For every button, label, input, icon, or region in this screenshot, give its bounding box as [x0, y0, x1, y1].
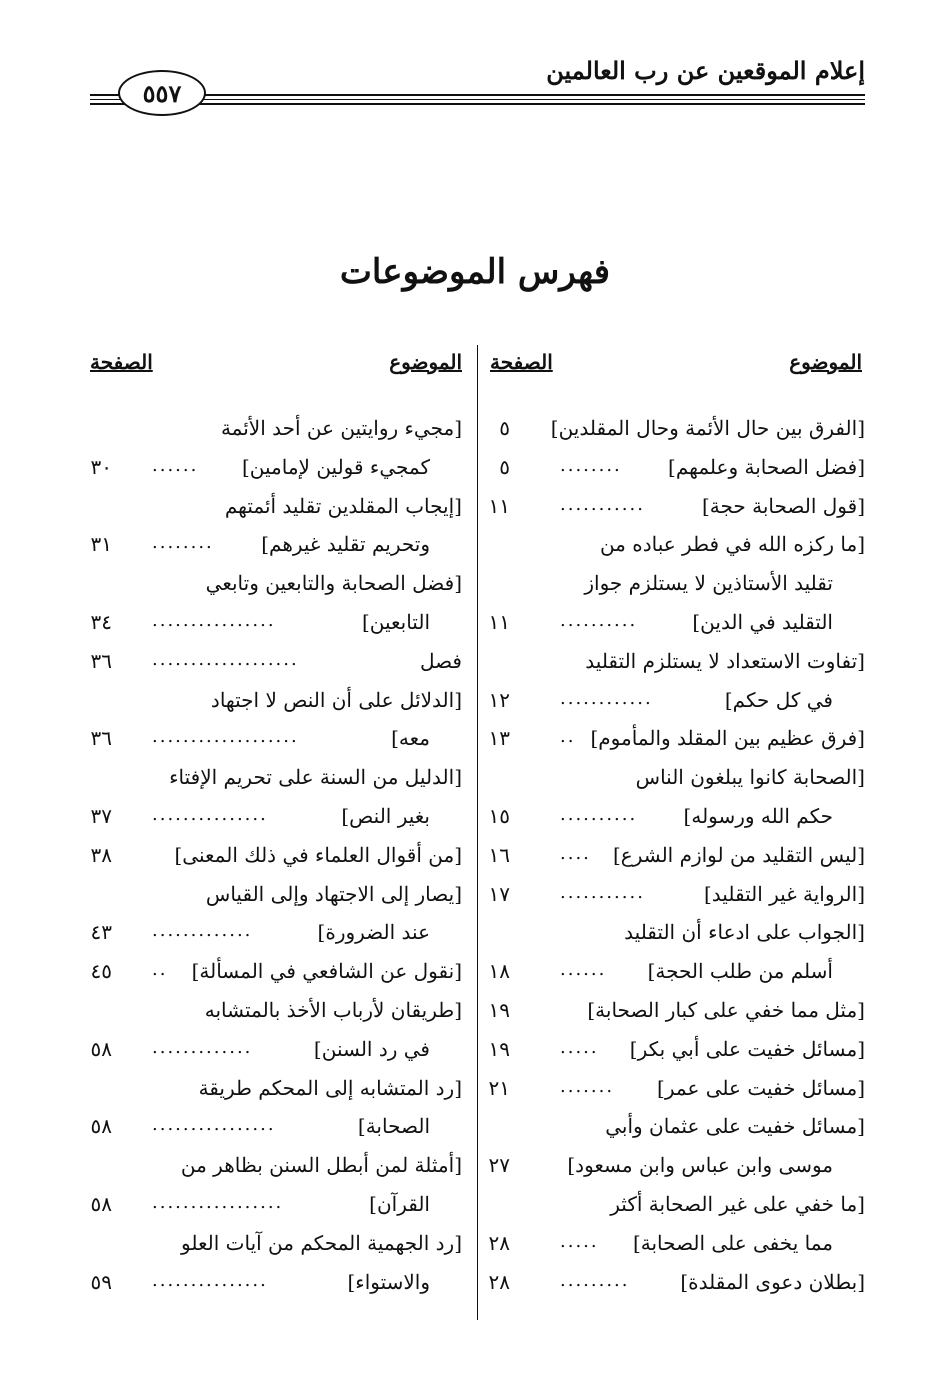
- toc-entry: [485, 722, 865, 761]
- toc-page-number: ٣٨: [90, 842, 112, 867]
- toc-entry-text: [أمثلة لمن أبطل السنن بظاهر من: [180, 1153, 462, 1178]
- toc-entry-text: [الدلائل على أن النص لا اجتهاد: [210, 687, 462, 712]
- toc-entry-text: القرآن]: [369, 1191, 430, 1216]
- toc-entry: [485, 955, 865, 994]
- toc-entry: [82, 606, 462, 645]
- toc-leader-dots: ........: [152, 532, 214, 554]
- toc-page-number: ١٧: [488, 881, 510, 906]
- left-topic-header: الموضوع: [389, 350, 462, 374]
- toc-entry: [82, 1188, 462, 1227]
- toc-leader-dots: .........: [560, 1269, 630, 1291]
- toc-entry: [485, 645, 865, 684]
- toc-leader-dots: ...........: [560, 493, 645, 515]
- toc-entry: [82, 839, 462, 878]
- toc-entry: [82, 722, 462, 761]
- column-divider: [477, 345, 478, 1320]
- toc-page-number: ٢١: [488, 1075, 510, 1100]
- toc-entry-text: [طريقان لأرباب الأخذ بالمتشابه: [204, 997, 462, 1022]
- toc-leader-dots: ..........: [560, 609, 638, 631]
- toc-entry: [485, 994, 865, 1033]
- toc-entry-text: [يصار إلى الاجتهاد وإلى القياس: [205, 881, 462, 906]
- toc-leader-dots: .....: [560, 1036, 599, 1058]
- toc-entry: [82, 878, 462, 917]
- right-topic-header: الموضوع: [789, 350, 862, 374]
- toc-entry-text: كمجيء قولين لإمامين]: [241, 454, 430, 479]
- toc-leader-dots: ................: [152, 1114, 276, 1136]
- toc-entry-text: تقليد الأستاذين لا يستلزم جواز: [584, 571, 833, 596]
- toc-entry: [485, 800, 865, 839]
- toc-page-number: ١٥: [488, 803, 510, 828]
- toc-page-number: ٢٧: [488, 1153, 510, 1178]
- toc-entry: [82, 1227, 462, 1266]
- left-page-header: الصفحة: [90, 350, 153, 374]
- toc-entry-text: الصحابة]: [357, 1114, 430, 1139]
- toc-entry: [485, 1149, 865, 1188]
- toc-entry: [485, 761, 865, 800]
- toc-entry-text: [مجيء روايتين عن أحد الأئمة: [220, 416, 462, 440]
- toc-entry-text: [فضل الصحابة وعلمهم]: [668, 454, 865, 479]
- page-number: ٥٥٧: [142, 78, 182, 108]
- toc-entry-text: [نقول عن الشافعي في المسألة]: [191, 959, 462, 984]
- page-number-badge: [118, 70, 206, 116]
- toc-entry: [82, 994, 462, 1033]
- toc-entry: [82, 1149, 462, 1188]
- toc-leader-dots: .............: [152, 920, 253, 942]
- toc-page-number: ٥: [499, 416, 510, 440]
- toc-entry: [82, 645, 462, 684]
- toc-entry: [485, 1266, 865, 1305]
- toc-leader-dots: .................: [152, 1191, 284, 1213]
- toc-entry: [485, 1188, 865, 1227]
- toc-page-number: ٣٦: [90, 726, 112, 751]
- toc-entry-text: [إيجاب المقلدين تقليد أئمتهم: [224, 493, 462, 518]
- index-title: فهرس الموضوعات: [339, 252, 611, 292]
- toc-entry: [485, 916, 865, 955]
- toc-entry-text: [مسائل خفيت على عثمان وأبي: [605, 1114, 865, 1139]
- toc-entry-text: في كل حكم]: [724, 687, 833, 712]
- toc-page-number: ٥٨: [90, 1036, 112, 1061]
- right-column-entries: [485, 412, 865, 1304]
- toc-entry-text: [تفاوت الاستعداد لا يستلزم التقليد: [585, 648, 865, 673]
- toc-entry-text: التابعين]: [361, 609, 430, 634]
- toc-entry-text: [ما خفي على غير الصحابة أكثر: [610, 1191, 865, 1216]
- running-header-title: إعلام الموقعين عن رب العالمين: [546, 56, 865, 85]
- toc-page-number: ٣٦: [90, 648, 112, 673]
- toc-entry: [485, 1072, 865, 1111]
- toc-entry: [82, 1110, 462, 1149]
- toc-entry: [485, 1110, 865, 1149]
- toc-page-number: ١٣: [488, 726, 510, 751]
- toc-entry-text: [ما ركزه الله في فطر عباده من: [599, 532, 865, 557]
- toc-entry-text: [الجواب على ادعاء أن التقليد: [624, 920, 865, 945]
- toc-entry-text: عند الضرورة]: [317, 920, 430, 945]
- toc-leader-dots: ............: [560, 687, 653, 709]
- toc-leader-dots: .......: [560, 1075, 615, 1097]
- toc-entry-text: معه]: [391, 726, 430, 751]
- toc-page-number: ١١: [488, 493, 510, 518]
- toc-entry-text: بغير النص]: [341, 803, 430, 828]
- header-rule-bottom: [90, 103, 865, 105]
- header-rule-top: [90, 94, 865, 96]
- toc-page-number: ١١: [488, 609, 510, 634]
- toc-entry: [82, 567, 462, 606]
- toc-leader-dots: ......: [152, 454, 199, 476]
- toc-page-number: ١٩: [488, 1036, 510, 1061]
- toc-entry: [82, 916, 462, 955]
- toc-leader-dots: .....: [560, 1230, 599, 1252]
- toc-entry-text: [فرق عظيم بين المقلد والمأموم]: [590, 726, 865, 751]
- toc-entry: [82, 684, 462, 723]
- toc-entry: [82, 1266, 462, 1305]
- toc-entry-text: التقليد في الدين]: [692, 609, 833, 634]
- toc-leader-dots: ....: [560, 842, 591, 864]
- toc-leader-dots: ...................: [152, 726, 299, 748]
- toc-page-number: ٥٨: [90, 1114, 112, 1139]
- toc-page-number: ٣١: [90, 532, 112, 557]
- toc-entry-text: [قول الصحابة حجة]: [701, 493, 865, 518]
- toc-entry-text: [الدليل من السنة على تحريم الإفتاء: [169, 765, 462, 790]
- toc-leader-dots: .............: [152, 1036, 253, 1058]
- toc-entry: [82, 412, 462, 451]
- toc-entry-text: [رد الجهمية المحكم من آيات العلو: [181, 1230, 462, 1255]
- toc-page-number: ١٨: [488, 959, 510, 984]
- toc-entry-text: [مسائل خفيت على عمر]: [657, 1075, 865, 1100]
- toc-page-number: ٤٣: [90, 920, 112, 945]
- toc-leader-dots: ........: [560, 454, 622, 476]
- toc-entry: [485, 684, 865, 723]
- toc-leader-dots: ................: [152, 609, 276, 631]
- toc-leader-dots: ..: [560, 726, 576, 748]
- toc-entry-text: [بطلان دعوى المقلدة]: [680, 1269, 865, 1294]
- toc-entry: [485, 567, 865, 606]
- toc-entry: [82, 451, 462, 490]
- toc-page-number: ٥: [499, 454, 510, 479]
- toc-entry-text: حكم الله ورسوله]: [683, 803, 833, 828]
- toc-page-number: ٢٨: [488, 1230, 510, 1255]
- toc-entry: [485, 878, 865, 917]
- toc-leader-dots: ...............: [152, 803, 268, 825]
- toc-entry: [485, 1227, 865, 1266]
- toc-page-number: ٥٨: [90, 1191, 112, 1216]
- toc-entry-text: أسلم من طلب الحجة]: [647, 959, 833, 984]
- toc-entry-text: [الرواية غير التقليد]: [704, 881, 865, 906]
- right-page-header: الصفحة: [490, 350, 553, 374]
- toc-leader-dots: ...............: [152, 1269, 268, 1291]
- toc-page-number: ٥٩: [90, 1269, 112, 1294]
- toc-entry-text: [مثل مما خفي على كبار الصحابة]: [587, 997, 865, 1022]
- toc-page-number: ١٢: [488, 687, 510, 712]
- toc-leader-dots: ...................: [152, 648, 299, 670]
- toc-entry-text: [رد المتشابه إلى المحكم طريقة: [198, 1075, 462, 1100]
- toc-entry: [485, 490, 865, 529]
- toc-entry: [82, 1033, 462, 1072]
- toc-page-number: ٣٧: [90, 803, 112, 828]
- toc-entry-text: [مسائل خفيت على أبي بكر]: [629, 1036, 865, 1061]
- toc-entry-text: [من أقوال العلماء في ذلك المعنى]: [174, 842, 462, 867]
- toc-page-number: ١٩: [488, 997, 510, 1022]
- toc-entry-text: والاستواء]: [347, 1269, 430, 1294]
- toc-page-number: ١٦: [488, 842, 510, 867]
- toc-entry: [82, 955, 462, 994]
- toc-page-number: ٤٥: [90, 959, 112, 984]
- left-column-entries: [82, 412, 462, 1304]
- toc-entry: [485, 451, 865, 490]
- toc-page-number: ٣٤: [90, 609, 112, 634]
- toc-entry: [485, 606, 865, 645]
- toc-entry-text: فصل: [419, 648, 462, 673]
- toc-leader-dots: ..: [152, 959, 168, 981]
- toc-entry-text: في رد السنن]: [313, 1036, 430, 1061]
- toc-entry: [485, 839, 865, 878]
- toc-entry: [82, 800, 462, 839]
- toc-entry: [82, 528, 462, 567]
- toc-entry: [82, 490, 462, 529]
- toc-leader-dots: ......: [560, 959, 607, 981]
- toc-entry: [485, 412, 865, 451]
- toc-page-number: ٢٨: [488, 1269, 510, 1294]
- toc-entry-text: وتحريم تقليد غيرهم]: [261, 532, 430, 557]
- toc-entry-text: [الصحابة كانوا يبلغون الناس: [635, 765, 865, 790]
- toc-leader-dots: ..........: [560, 803, 638, 825]
- header-rule-middle: [90, 99, 865, 100]
- toc-entry: [82, 761, 462, 800]
- toc-entry-text: [ليس التقليد من لوازم الشرع]: [612, 842, 865, 867]
- toc-page-number: ٣٠: [90, 454, 112, 479]
- toc-leader-dots: ...........: [560, 881, 645, 903]
- toc-entry-text: مما يخفى على الصحابة]: [632, 1230, 833, 1255]
- toc-entry-text: موسى وابن عباس وابن مسعود]: [567, 1153, 833, 1178]
- toc-entry: [485, 1033, 865, 1072]
- toc-entry: [485, 528, 865, 567]
- toc-entry: [82, 1072, 462, 1111]
- toc-entry-text: [فضل الصحابة والتابعين وتابعي: [205, 571, 462, 596]
- toc-entry-text: [الفرق بين حال الأئمة وحال المقلدين]: [550, 416, 865, 440]
